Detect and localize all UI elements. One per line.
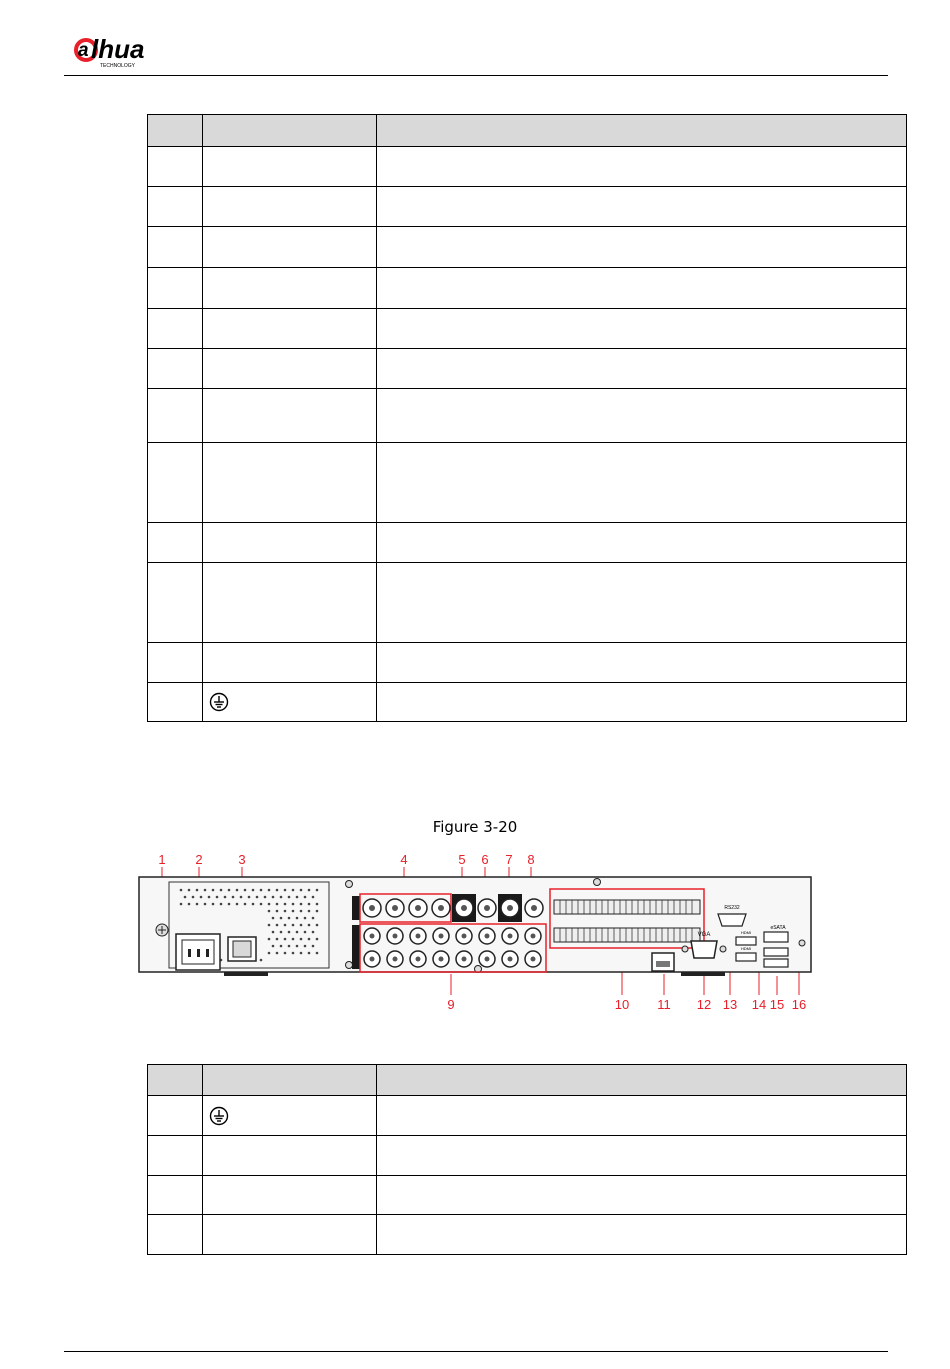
callout-15: 15 bbox=[769, 997, 785, 1012]
callout-11: 11 bbox=[657, 997, 671, 1012]
footer-rule bbox=[64, 1351, 888, 1352]
ground-icon bbox=[209, 692, 229, 712]
callout-9: 9 bbox=[447, 997, 455, 1012]
callout-14: 14 bbox=[751, 997, 767, 1012]
rear-panel-figure bbox=[136, 852, 816, 1014]
table-row bbox=[148, 147, 907, 187]
table-header-row bbox=[148, 1065, 907, 1096]
svg-text:HDMI: HDMI bbox=[740, 930, 752, 935]
svg-text:eSATA: eSATA bbox=[770, 925, 786, 931]
table-row bbox=[148, 1096, 907, 1136]
table-row bbox=[148, 683, 907, 722]
header-function bbox=[377, 115, 907, 147]
callout-8: 8 bbox=[527, 852, 535, 867]
svg-text:VGA: VGA bbox=[697, 932, 711, 938]
dahua-logo bbox=[74, 30, 189, 74]
table-row bbox=[148, 187, 907, 227]
spec-table-1 bbox=[147, 114, 907, 722]
ground-icon bbox=[209, 1106, 229, 1126]
callout-12: 12 bbox=[696, 997, 712, 1012]
table-row bbox=[148, 443, 907, 523]
callout-16: 16 bbox=[791, 997, 807, 1012]
table-row bbox=[148, 309, 907, 349]
callout-4: 4 bbox=[400, 852, 408, 867]
table-header-row bbox=[148, 115, 907, 147]
callout-1: 1 bbox=[158, 852, 166, 867]
power-switch bbox=[228, 937, 256, 961]
header-no bbox=[148, 1065, 203, 1096]
callout-7: 7 bbox=[505, 852, 513, 867]
header-function bbox=[377, 1065, 907, 1096]
callout-6: 6 bbox=[481, 852, 489, 867]
header-name bbox=[203, 1065, 377, 1096]
callout-10: 10 bbox=[614, 997, 630, 1012]
svg-text:TECHNOLOGY: TECHNOLOGY bbox=[100, 63, 136, 69]
callout-5: 5 bbox=[458, 852, 466, 867]
header-name bbox=[203, 115, 377, 147]
table-row bbox=[148, 349, 907, 389]
table-row bbox=[148, 523, 907, 563]
callout-13: 13 bbox=[722, 997, 738, 1012]
callout-2: 2 bbox=[195, 852, 203, 867]
power-socket bbox=[176, 934, 220, 970]
table-row bbox=[148, 1136, 907, 1176]
svg-text:HDMI: HDMI bbox=[740, 946, 752, 951]
header-no bbox=[148, 115, 203, 147]
table-row bbox=[148, 268, 907, 309]
table-row bbox=[148, 563, 907, 643]
table-row bbox=[148, 1215, 907, 1255]
svg-text:RS232: RS232 bbox=[724, 905, 740, 911]
table-row bbox=[148, 1176, 907, 1215]
figure-caption: Figure 3-20 bbox=[432, 818, 518, 836]
ground-screw bbox=[156, 924, 168, 936]
header-rule bbox=[64, 75, 888, 76]
table-row bbox=[148, 643, 907, 683]
table-row bbox=[148, 227, 907, 268]
callout-3: 3 bbox=[238, 852, 246, 867]
svg-text:a: a bbox=[78, 40, 89, 61]
table-row bbox=[148, 389, 907, 443]
svg-text:lhua: lhua bbox=[91, 34, 145, 64]
spec-table-2 bbox=[147, 1064, 907, 1255]
